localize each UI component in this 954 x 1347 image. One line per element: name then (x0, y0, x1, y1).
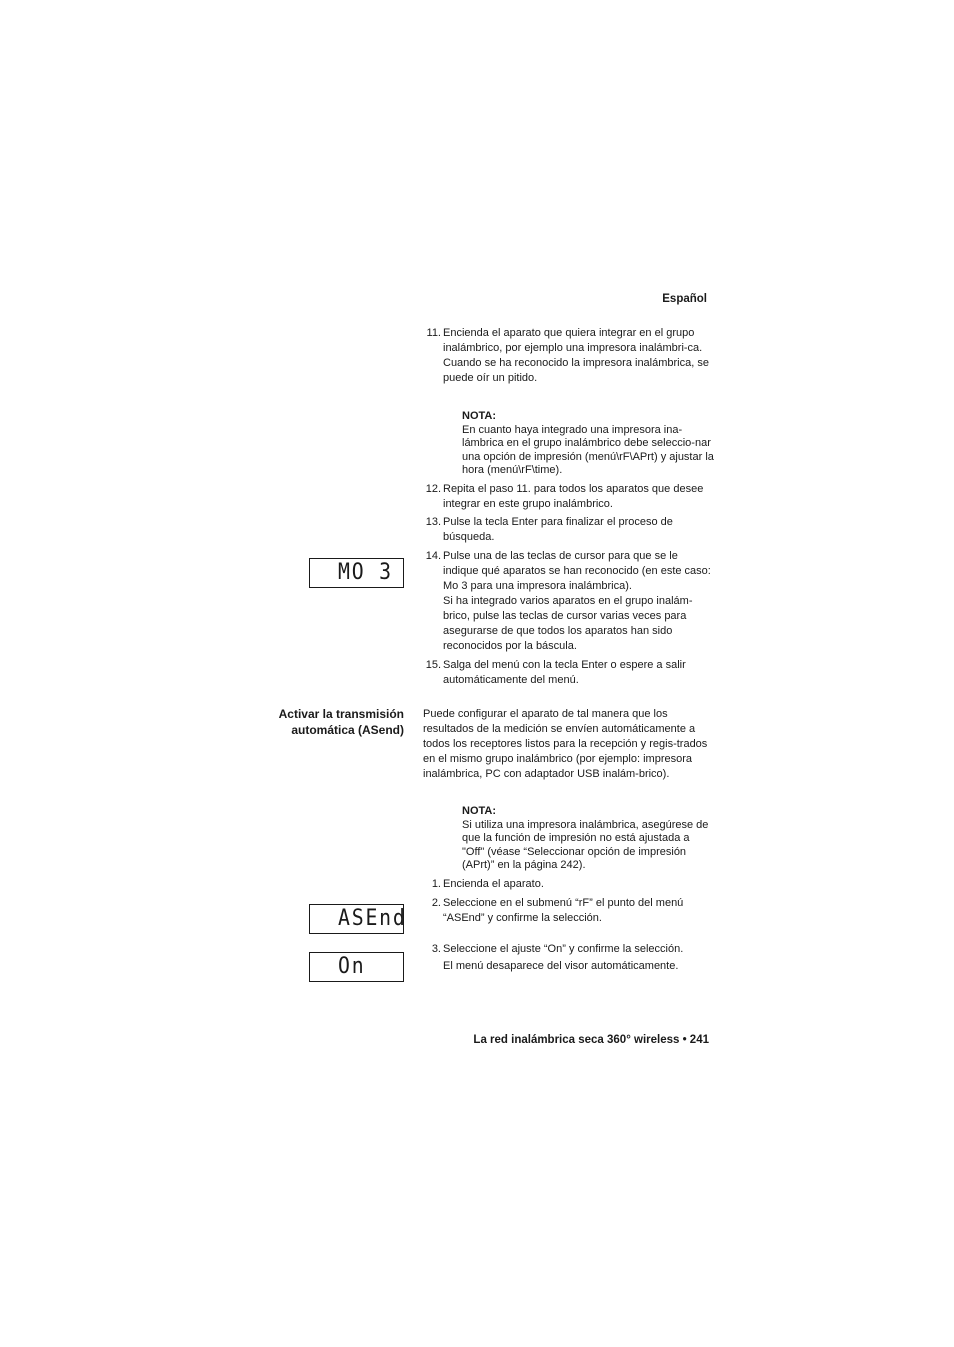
step-number: 11. (426, 327, 441, 339)
step-number: 13. (425, 516, 441, 528)
step-text: Pulse la tecla Enter para finalizar el proceso de búsqueda. (443, 516, 673, 543)
step-text: Pulse una de las teclas de cursor para que se le indique qué aparatos se han reconocido (en este caso: Mo 3 para una impresora inalámbrica). Si ha integrado varios aparatos en el grupo inalám-brico, pulse las teclas de cursor varias veces para asegurarse de que todos los aparatos han sido reconocidos por la báscula. (443, 550, 711, 652)
note-text: Si utiliza una impresora inalámbrica, asegúrese de que la función de impresión no está ajustada a "Off" (véase “Seleccionar opción de impresión (APrt)” en la página 242). (462, 818, 709, 872)
step-text: Seleccione en el submenú “rF” el punto del menú “ASEnd” y confirme la selección. (443, 897, 684, 924)
lcd-display-on (309, 952, 404, 982)
note-box (462, 805, 714, 873)
note-text: En cuanto haya integrado una impresora ina-lámbrica en el grupo inalámbrico debe seleccio-nar una opción de impresión (menú\rF\APrt) y ajustar la hora (menú\rF\time). (462, 423, 714, 477)
section-heading: Activar la transmisión automática (ASend) (278, 707, 404, 737)
step-number: 2. (431, 897, 441, 909)
step-text: Seleccione el ajuste “On” y confirme la selección. El menú desaparece del visor automáticamente. (443, 943, 684, 972)
step-text: Encienda el aparato. (443, 878, 544, 890)
step-text: Salga del menú con la tecla Enter o espere a salir automáticamente del menú. (443, 659, 686, 686)
page-footer: La red inalámbrica seca 360° wireless • 241 (473, 1034, 709, 1046)
step-number: 1. (431, 878, 441, 890)
section-intro: Puede configurar el aparato de tal manera que los resultados de la medición se envíen automáticamente a todos los receptores listos para la recepción y regis-trados en el mismo grupo inalámbrico (por ejemplo: impresora inalámbrica, PC con adaptador USB inalám-brico). (423, 708, 708, 780)
step-number: 12. (425, 483, 441, 495)
step-number: 3. (431, 943, 441, 955)
note-heading: NOTA: (462, 805, 497, 817)
lcd-text: MO 3 (338, 560, 393, 585)
note-heading: NOTA: (462, 410, 497, 422)
note-box (462, 410, 714, 478)
lcd-text: On (338, 954, 366, 979)
lcd-text: ASEnd (338, 906, 407, 931)
lcd-display-mo3 (309, 558, 404, 588)
step-number: 14. (425, 550, 441, 562)
step-number: 15. (425, 659, 441, 671)
language-label: Español (662, 293, 707, 305)
lcd-display-asend (309, 904, 407, 934)
step-text: Repita el paso 11. para todos los aparatos que desee integrar en este grupo inalámbrico. (443, 483, 704, 510)
step-text: Encienda el aparato que quiera integrar en el grupo inalámbrico, por ejemplo una impresora inalámbri-ca. Cuando se ha reconocido la impresora inalámbrica, se puede oír un pitido. (443, 327, 709, 384)
